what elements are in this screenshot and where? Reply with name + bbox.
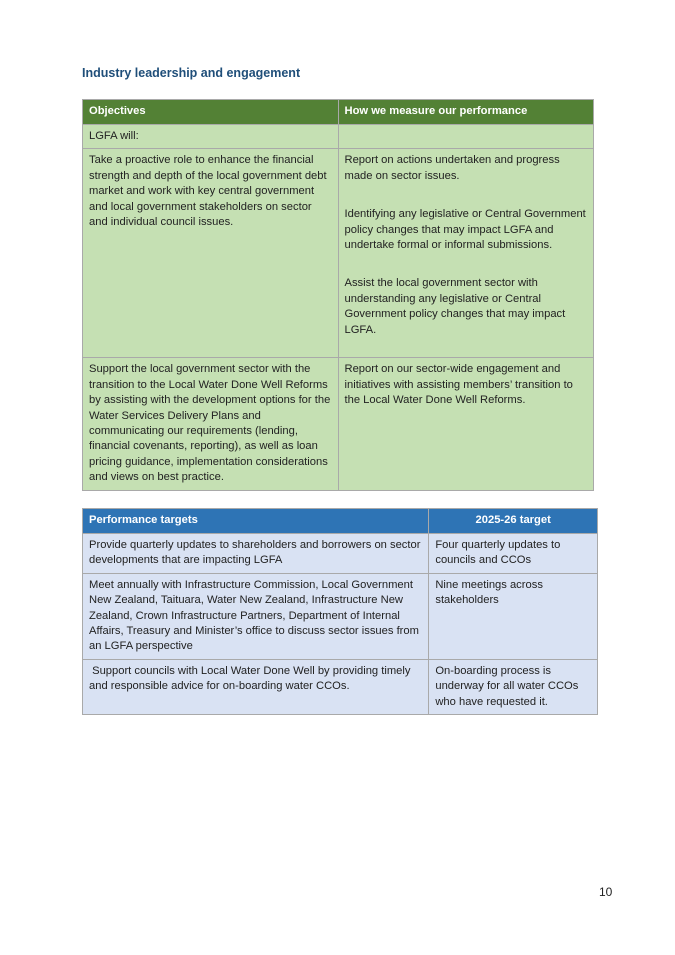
target-cell: Meet annually with Infrastructure Commission, Local Government New Zealand, Taituara, Water New Zealand, Infrastructure New Zealand, Crown Infrastructure Partners, Department of Internal Affairs, Treasury and Minister’s office to discuss sector issues from an LGFA perspective (83, 573, 429, 659)
measure-text: Assist the local government sector with understanding any legislative or Central Government policy changes that may impact LGFA. (344, 277, 566, 336)
intro-cell: LGFA will: (83, 125, 339, 149)
table-row (83, 149, 594, 358)
target-year-column-header: 2025-26 target (429, 509, 598, 534)
measure-text: Report on actions undertaken and progress made on sector issues. (344, 154, 560, 182)
measure-text: Report on our sector-wide engagement and initiatives with assisting members’ transition to the Local Water Done Well Reforms. (344, 363, 573, 407)
table-row (83, 573, 598, 659)
objectives-header-row (83, 100, 594, 125)
intro-row (83, 125, 594, 149)
targets-table (82, 508, 598, 715)
target-value-cell: Nine meetings across stakeholders (429, 573, 598, 659)
measure-cell (338, 358, 594, 490)
target-value-cell: On-boarding process is underway for all water CCOs who have requested it. (429, 659, 598, 714)
objective-cell: Support the local government sector with the transition to the Local Water Done Well Reforms by assisting with the development options for the Water Services Delivery Plans and communicating our requirements (lending, financial covenants, reporting), as well as loan pricing guidance, implementation considerations and views on best practice. (83, 358, 339, 490)
measure-text: Identifying any legislative or Central Government policy changes that may impact LGFA and undertake formal or informal submissions. (344, 208, 586, 252)
page-number: 10 (599, 885, 613, 899)
table-row (83, 534, 598, 574)
targets-header-row (83, 509, 598, 534)
section-title: Industry leadership and engagement (82, 66, 301, 80)
measures-column-header: How we measure our performance (338, 100, 594, 125)
targets-column-header: Performance targets (83, 509, 429, 534)
measure-cell (338, 149, 594, 358)
table-row (83, 358, 594, 490)
target-cell: Provide quarterly updates to shareholders and borrowers on sector developments that are impacting LGFA (83, 534, 429, 574)
table-row (83, 659, 598, 714)
objective-cell: Take a proactive role to enhance the financial strength and depth of the local government debt market and work with key central government and local government stakeholders on sector and individual council issues. (83, 149, 339, 358)
objectives-column-header: Objectives (83, 100, 339, 125)
target-cell: Support councils with Local Water Done Well by providing timely and responsible advice for on-boarding water CCOs. (83, 659, 429, 714)
target-value-cell: Four quarterly updates to councils and CCOs (429, 534, 598, 574)
objectives-table (82, 99, 594, 491)
intro-empty-cell (338, 125, 594, 149)
